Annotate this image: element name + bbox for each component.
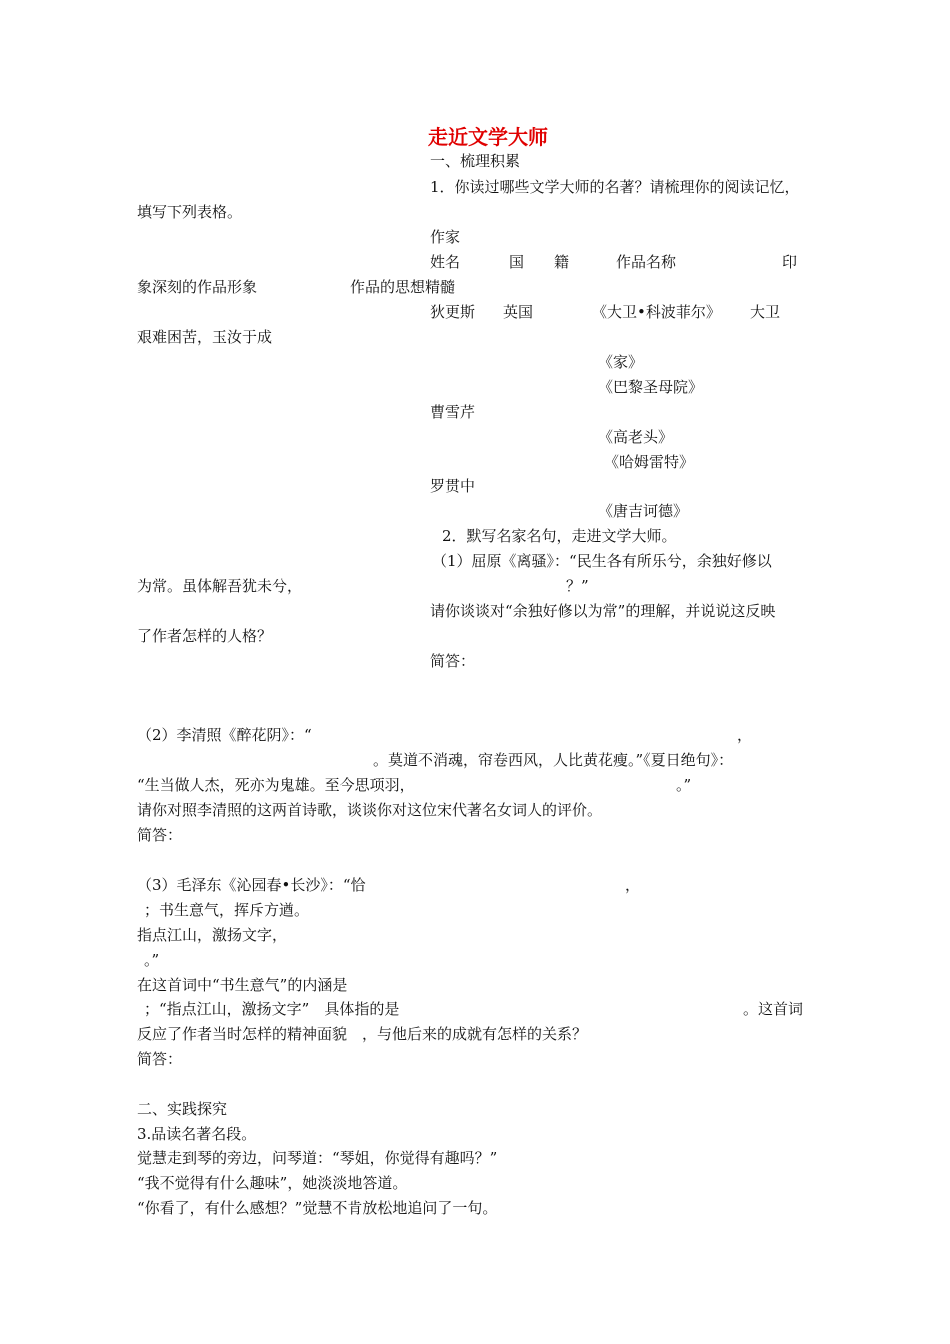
table-cell-work: 《唐吉诃德》: [598, 502, 689, 520]
table-header-work: 作品名称: [616, 253, 677, 271]
question-text: 请你对照李清照的这两首诗歌，谈谈你对这位宋代著名女词人的评价。: [137, 801, 603, 819]
question-text: 。”: [676, 776, 692, 794]
passage-text: 觉慧走到琴的旁边，问琴道：“琴姐，你觉得有趣吗？”: [137, 1149, 498, 1167]
section-heading: 二、实践探究: [137, 1100, 228, 1118]
question-text: 1．你读过哪些文学大师的名著？请梳理你的阅读记忆，: [430, 178, 800, 196]
table-cell-work: 《巴黎圣母院》: [598, 378, 704, 396]
question-text: ，: [737, 726, 753, 744]
table-header-name: 姓名: [430, 253, 461, 271]
table-cell-nationality: 英国: [503, 303, 534, 321]
question-text: “生当做人杰，死亦为鬼雄。至今思项羽，: [137, 776, 415, 794]
question-text: ，: [625, 876, 641, 894]
question-text: 请你谈谈对“余独好修以为常”的理解，并说说这反映: [430, 602, 776, 620]
passage-text: “我不觉得有什么趣味”，她淡淡地答道。: [137, 1174, 408, 1192]
table-cell-work: 《哈姆雷特》: [604, 453, 695, 471]
table-header-author: 作家: [430, 228, 461, 246]
question-text: 反应了作者当时怎样的精神面貌 ，与他后来的成就有怎样的关系？: [137, 1025, 588, 1043]
question-text: （3）毛泽东《沁园春•长沙》：“恰: [137, 876, 366, 894]
table-cell-work: 《大卫•科波菲尔》: [592, 303, 721, 321]
question-text: 填写下列表格。: [137, 203, 243, 221]
table-cell-author: 罗贯中: [430, 477, 476, 495]
table-cell-image: 大卫: [750, 303, 781, 321]
question-text: （2）李清照《醉花阴》：“: [137, 726, 312, 744]
table-header-impression-cont: 象深刻的作品形象: [137, 278, 258, 296]
table-cell-work: 《高老头》: [598, 428, 674, 446]
section-heading: 一、梳理积累: [430, 152, 521, 170]
table-cell-essence: 艰难困苦，玉汝于成: [137, 328, 273, 346]
question-text: ？”: [566, 577, 589, 595]
question-text: （1）屈原《离骚》：“民生各有所乐兮，余独好修以: [432, 552, 772, 570]
table-header-impression: 印: [782, 253, 798, 271]
question-text: 。这首词: [743, 1000, 804, 1018]
question-text: ；书生意气，挥斥方遒。: [144, 901, 310, 919]
page-title: 走近文学大师: [428, 125, 548, 149]
question-text: 。”: [144, 951, 160, 969]
question-text: 2．默写名家名句，走进文学大师。: [442, 527, 677, 545]
table-header-essence: 作品的思想精髓: [350, 278, 456, 296]
passage-text: “你看了，有什么感想？”觉慧不肯放松地追问了一句。: [137, 1199, 498, 1217]
answer-label: 简答：: [430, 652, 476, 670]
table-cell-work: 《家》: [598, 353, 644, 371]
answer-label: 简答：: [137, 1050, 183, 1068]
question-text: ；“指点江山，激扬文字” 具体指的是: [144, 1000, 400, 1018]
question-text: 3.品读名著名段。: [137, 1125, 257, 1143]
question-text: 了作者怎样的人格？: [137, 627, 273, 645]
table-cell-author: 曹雪芹: [430, 403, 476, 421]
question-text: 指点江山，激扬文字，: [137, 926, 288, 944]
question-text: 为常。虽体解吾犹未兮，: [137, 577, 303, 595]
question-text: 。莫道不消魂，帘卷西风，人比黄花瘦。”《夏日绝句》：: [373, 751, 734, 769]
table-cell-author: 狄更斯: [430, 303, 476, 321]
table-header-nationality: 国 籍: [509, 253, 570, 271]
answer-label: 简答：: [137, 826, 183, 844]
question-text: 在这首词中“书生意气”的内涵是: [137, 976, 348, 994]
